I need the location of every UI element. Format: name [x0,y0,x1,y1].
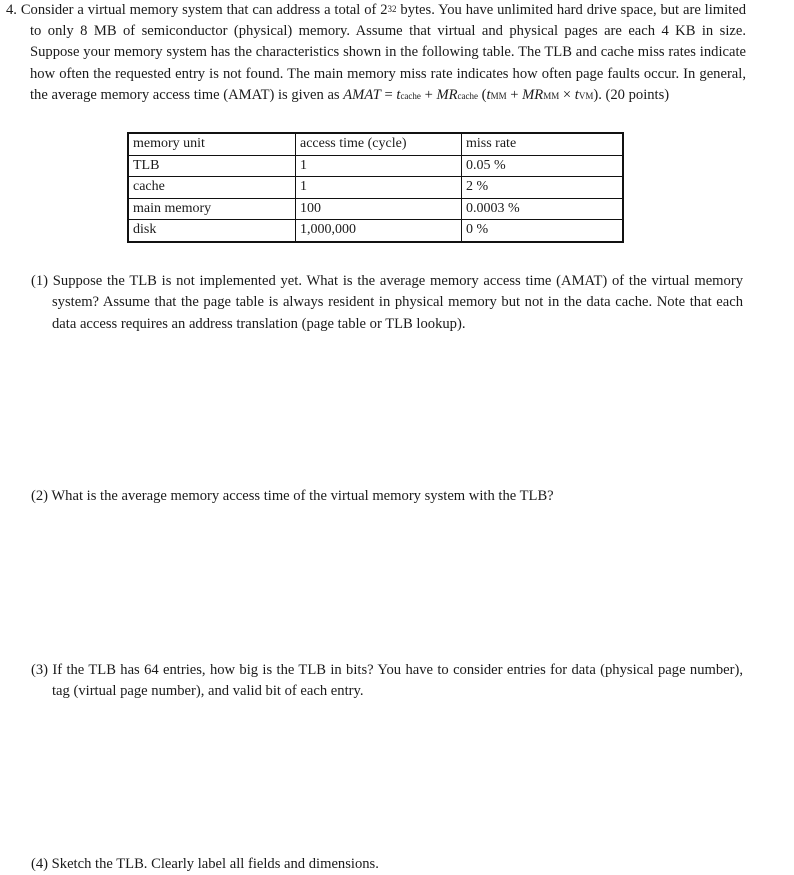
problem-text-a: Consider a virtual memory system that can address a total of 2 [20,2,388,18]
table-cell: 0.0003 % [462,198,624,220]
memory-characteristics-table [127,132,624,243]
table-cell: 1 [296,155,462,177]
table-cell: 0 % [462,220,624,242]
header-access-time: access time (cycle) [296,133,462,155]
table-row [128,198,623,220]
problem-number: 4. [6,2,17,18]
table-cell: 0.05 % [462,155,624,177]
table-cell: disk [128,220,296,242]
table-row [128,155,623,177]
problem-statement [6,0,746,107]
table-cell: 2 % [462,177,624,199]
table-row [128,220,623,242]
header-miss-rate: miss rate [462,133,624,155]
problem-text-b: bytes. You have unlimited hard drive space, but are limited to only 8 MB of semiconductor (physical) memory. Assume that virtual and physical pages are each 4 KB in size. Suppose your memory system has the characteristics shown in the following table. The TLB and cache miss rates indicate how often the requested entry is not found. The main memory miss rate indicates how often page faults occur. In general, the average memory access time (AMAT) is given as [30,2,746,103]
table-cell: 100 [296,198,462,220]
amat-variable: AMAT [343,86,381,103]
question-4: (4) Sketch the TLB. Clearly label all fields and dimensions. [31,856,379,872]
question-3: (3) If the TLB has 64 entries, how big is the TLB in bits? You have to consider entries for data (physical page number), tag (virtual page number), and valid bit of each entry. [31,662,743,700]
table-cell: TLB [128,155,296,177]
table-cell: 1,000,000 [296,220,462,242]
table-row [128,177,623,199]
table-cell: main memory [128,198,296,220]
question-1: (1) Suppose the TLB is not implemented yet. What is the average memory access time (AMAT) of the virtual memory system? Assume that the page table is always resident in physical memory but not in the data cache. Note that each data access requires an address translation (page table or TLB lookup). [31,273,743,332]
table-cell: cache [128,177,296,199]
question-2: (2) What is the average memory access time of the virtual memory system with the TLB? [31,488,554,504]
header-memory-unit: memory unit [128,133,296,155]
table-header-row [128,133,623,155]
exponent: 32 [387,4,397,14]
amat-formula: = tcache + MRcache (tMM + MRMM × tVM). (20 points) [384,86,670,103]
table-cell: 1 [296,177,462,199]
